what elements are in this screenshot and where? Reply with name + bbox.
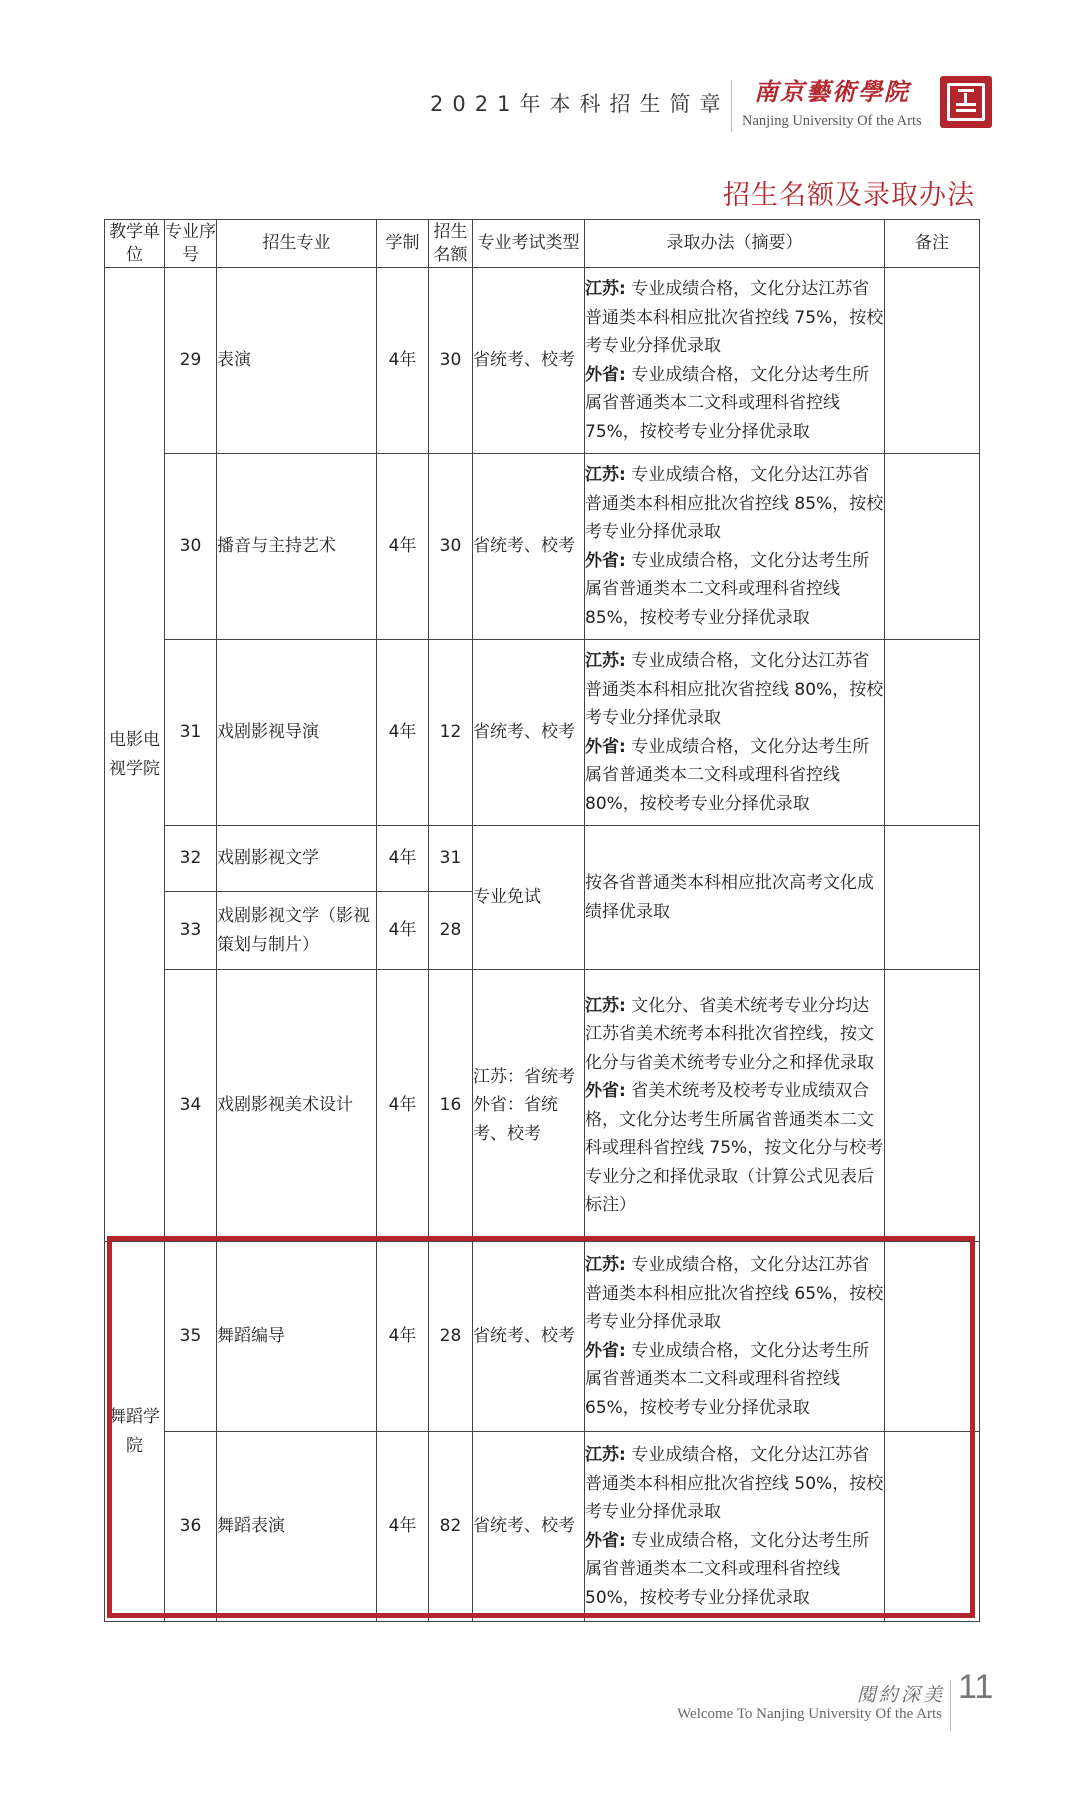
major-cell: 舞蹈表演 xyxy=(217,1432,377,1622)
note-cell xyxy=(885,970,980,1242)
rule-jiangsu: 专业成绩合格，文化分达江苏省普通类本科相应批次省控线 85%，按校考专业分择优录取 xyxy=(585,465,884,542)
header-method: 录取办法（摘要） xyxy=(585,220,885,268)
seq-cell: 31 xyxy=(165,640,217,826)
footer-slogan: 閱約深美 xyxy=(856,1684,945,1706)
school-name-en: Nanjing University Of the Arts xyxy=(742,113,922,129)
header-exam-type: 专业考试类型 xyxy=(473,220,585,268)
label-other-province: 外省: xyxy=(585,1081,626,1101)
section-title: 招生名额及录取办法 xyxy=(723,180,975,211)
exam-cell: 省统考、校考 xyxy=(473,268,585,454)
header-major: 招生专业 xyxy=(217,220,377,268)
admission-table xyxy=(104,219,980,1622)
note-cell xyxy=(885,268,980,454)
major-cell: 播音与主持艺术 xyxy=(217,454,377,640)
years-cell: 4年 xyxy=(377,454,429,640)
method-cell: 按各省普通类本科相应批次高考文化成绩择优录取 xyxy=(585,826,885,970)
note-cell xyxy=(885,1432,980,1622)
years-cell: 4年 xyxy=(377,970,429,1242)
footer-welcome: Welcome To Nanjing University Of the Arts xyxy=(677,1706,942,1722)
label-jiangsu: 江苏: xyxy=(585,1255,626,1275)
quota-cell: 82 xyxy=(429,1432,473,1622)
rule-jiangsu: 专业成绩合格，文化分达江苏省普通类本科相应批次省控线 65%，按校考专业分择优录取 xyxy=(585,1255,884,1332)
table-row xyxy=(105,970,980,1242)
header-years: 学制 xyxy=(377,220,429,268)
header-seq: 专业序号 xyxy=(165,220,217,268)
table-row xyxy=(105,1242,980,1432)
method-cell xyxy=(585,970,885,1242)
quota-cell: 16 xyxy=(429,970,473,1242)
exam-cell: 省统考、校考 xyxy=(473,454,585,640)
rule-other-province: 专业成绩合格，文化分达考生所属省普通类本二文科或理科省控线 75%，按校考专业分择优录取 xyxy=(585,364,870,442)
years-cell: 4年 xyxy=(377,892,429,970)
table-header-row xyxy=(105,220,980,268)
seq-cell: 36 xyxy=(165,1432,217,1622)
years-cell: 4年 xyxy=(377,640,429,826)
method-cell xyxy=(585,268,885,454)
major-cell: 舞蹈编导 xyxy=(217,1242,377,1432)
method-cell xyxy=(585,1432,885,1622)
rule-jiangsu: 专业成绩合格，文化分达江苏省普通类本科相应批次省控线 75%，按校考专业分择优录取 xyxy=(585,279,884,356)
page-number: 11 xyxy=(958,1668,994,1706)
major-cell: 戏剧影视美术设计 xyxy=(217,970,377,1242)
exam-cell: 江苏：省统考 外省：省统考、校考 xyxy=(473,970,585,1242)
rule-jiangsu: 文化分、省美术统考专业分均达江苏省美术统考本科批次省控线，按文化分与省美术统考专业分之和择优录取 xyxy=(585,995,874,1073)
note-cell xyxy=(885,640,980,826)
major-cell: 戏剧影视导演 xyxy=(217,640,377,826)
quota-cell: 28 xyxy=(429,892,473,970)
table-row xyxy=(105,1432,980,1622)
label-other-province: 外省: xyxy=(585,1530,626,1551)
exam-cell: 专业免试 xyxy=(473,826,585,970)
header-quota: 招生名额 xyxy=(429,220,473,268)
note-cell xyxy=(885,826,980,970)
note-cell xyxy=(885,454,980,640)
years-cell: 4年 xyxy=(377,1242,429,1432)
rule-other-province: 省美术统考及校考专业成绩双合格，文化分达考生所属省普通类本二文科或理科省控线 75%，按文化分与校考专业分之和择优录取（计算公式见表后标注） xyxy=(585,1081,884,1215)
years-cell: 4年 xyxy=(377,826,429,892)
method-cell xyxy=(585,1242,885,1432)
brochure-title: 2021年本科招生简章 xyxy=(430,92,730,116)
label-other-province: 外省: xyxy=(585,550,626,571)
method-cell xyxy=(585,640,885,826)
note-cell xyxy=(885,1242,980,1432)
label-jiangsu: 江苏: xyxy=(585,465,626,485)
unit-film: 电影电视学院 xyxy=(105,268,165,1242)
label-other-province: 外省: xyxy=(585,364,626,385)
table-row xyxy=(105,640,980,826)
school-logo xyxy=(742,72,922,130)
table-row xyxy=(105,454,980,640)
label-other-province: 外省: xyxy=(585,736,626,757)
label-jiangsu: 江苏: xyxy=(585,651,626,671)
table-row xyxy=(105,268,980,454)
rule-other-province: 专业成绩合格，文化分达考生所属省普通类本二文科或理科省控线 80%，按校考专业分择优录取 xyxy=(585,736,870,814)
major-cell: 表演 xyxy=(217,268,377,454)
method-cell xyxy=(585,454,885,640)
seq-cell: 32 xyxy=(165,826,217,892)
rule-other-province: 专业成绩合格，文化分达考生所属省普通类本二文科或理科省控线 85%，按校考专业分择优录取 xyxy=(585,550,870,628)
header-note: 备注 xyxy=(885,220,980,268)
header-unit: 教学单位 xyxy=(105,220,165,268)
seq-cell: 35 xyxy=(165,1242,217,1432)
seq-cell: 34 xyxy=(165,970,217,1242)
rule-other-province: 专业成绩合格，文化分达考生所属省普通类本二文科或理科省控线 65%，按校考专业分择优录取 xyxy=(585,1340,870,1418)
table-row xyxy=(105,826,980,892)
exam-cell: 省统考、校考 xyxy=(473,640,585,826)
seq-cell: 29 xyxy=(165,268,217,454)
exam-cell: 省统考、校考 xyxy=(473,1432,585,1622)
label-other-province: 外省: xyxy=(585,1340,626,1361)
rule-jiangsu: 专业成绩合格，文化分达江苏省普通类本科相应批次省控线 80%，按校考专业分择优录取 xyxy=(585,651,884,728)
quota-cell: 30 xyxy=(429,268,473,454)
major-cell: 戏剧影视文学 xyxy=(217,826,377,892)
seq-cell: 30 xyxy=(165,454,217,640)
header-divider xyxy=(731,80,732,132)
footer-divider xyxy=(950,1680,951,1730)
school-name-cn: 南京藝術學院 xyxy=(754,77,910,106)
exam-cell: 省统考、校考 xyxy=(473,1242,585,1432)
rule-other-province: 专业成绩合格，文化分达考生所属省普通类本二文科或理科省控线 50%，按校考专业分择优录取 xyxy=(585,1530,870,1608)
quota-cell: 28 xyxy=(429,1242,473,1432)
unit-dance: 舞蹈学院 xyxy=(105,1242,165,1622)
label-jiangsu: 江苏: xyxy=(585,995,626,1016)
quota-cell: 30 xyxy=(429,454,473,640)
label-jiangsu: 江苏: xyxy=(585,1445,626,1465)
label-jiangsu: 江苏: xyxy=(585,279,626,299)
quota-cell: 31 xyxy=(429,826,473,892)
seal-icon xyxy=(940,76,992,128)
years-cell: 4年 xyxy=(377,268,429,454)
years-cell: 4年 xyxy=(377,1432,429,1622)
major-cell: 戏剧影视文学（影视策划与制片） xyxy=(217,892,377,970)
seq-cell: 33 xyxy=(165,892,217,970)
quota-cell: 12 xyxy=(429,640,473,826)
rule-jiangsu: 专业成绩合格，文化分达江苏省普通类本科相应批次省控线 50%，按校考专业分择优录取 xyxy=(585,1445,884,1522)
